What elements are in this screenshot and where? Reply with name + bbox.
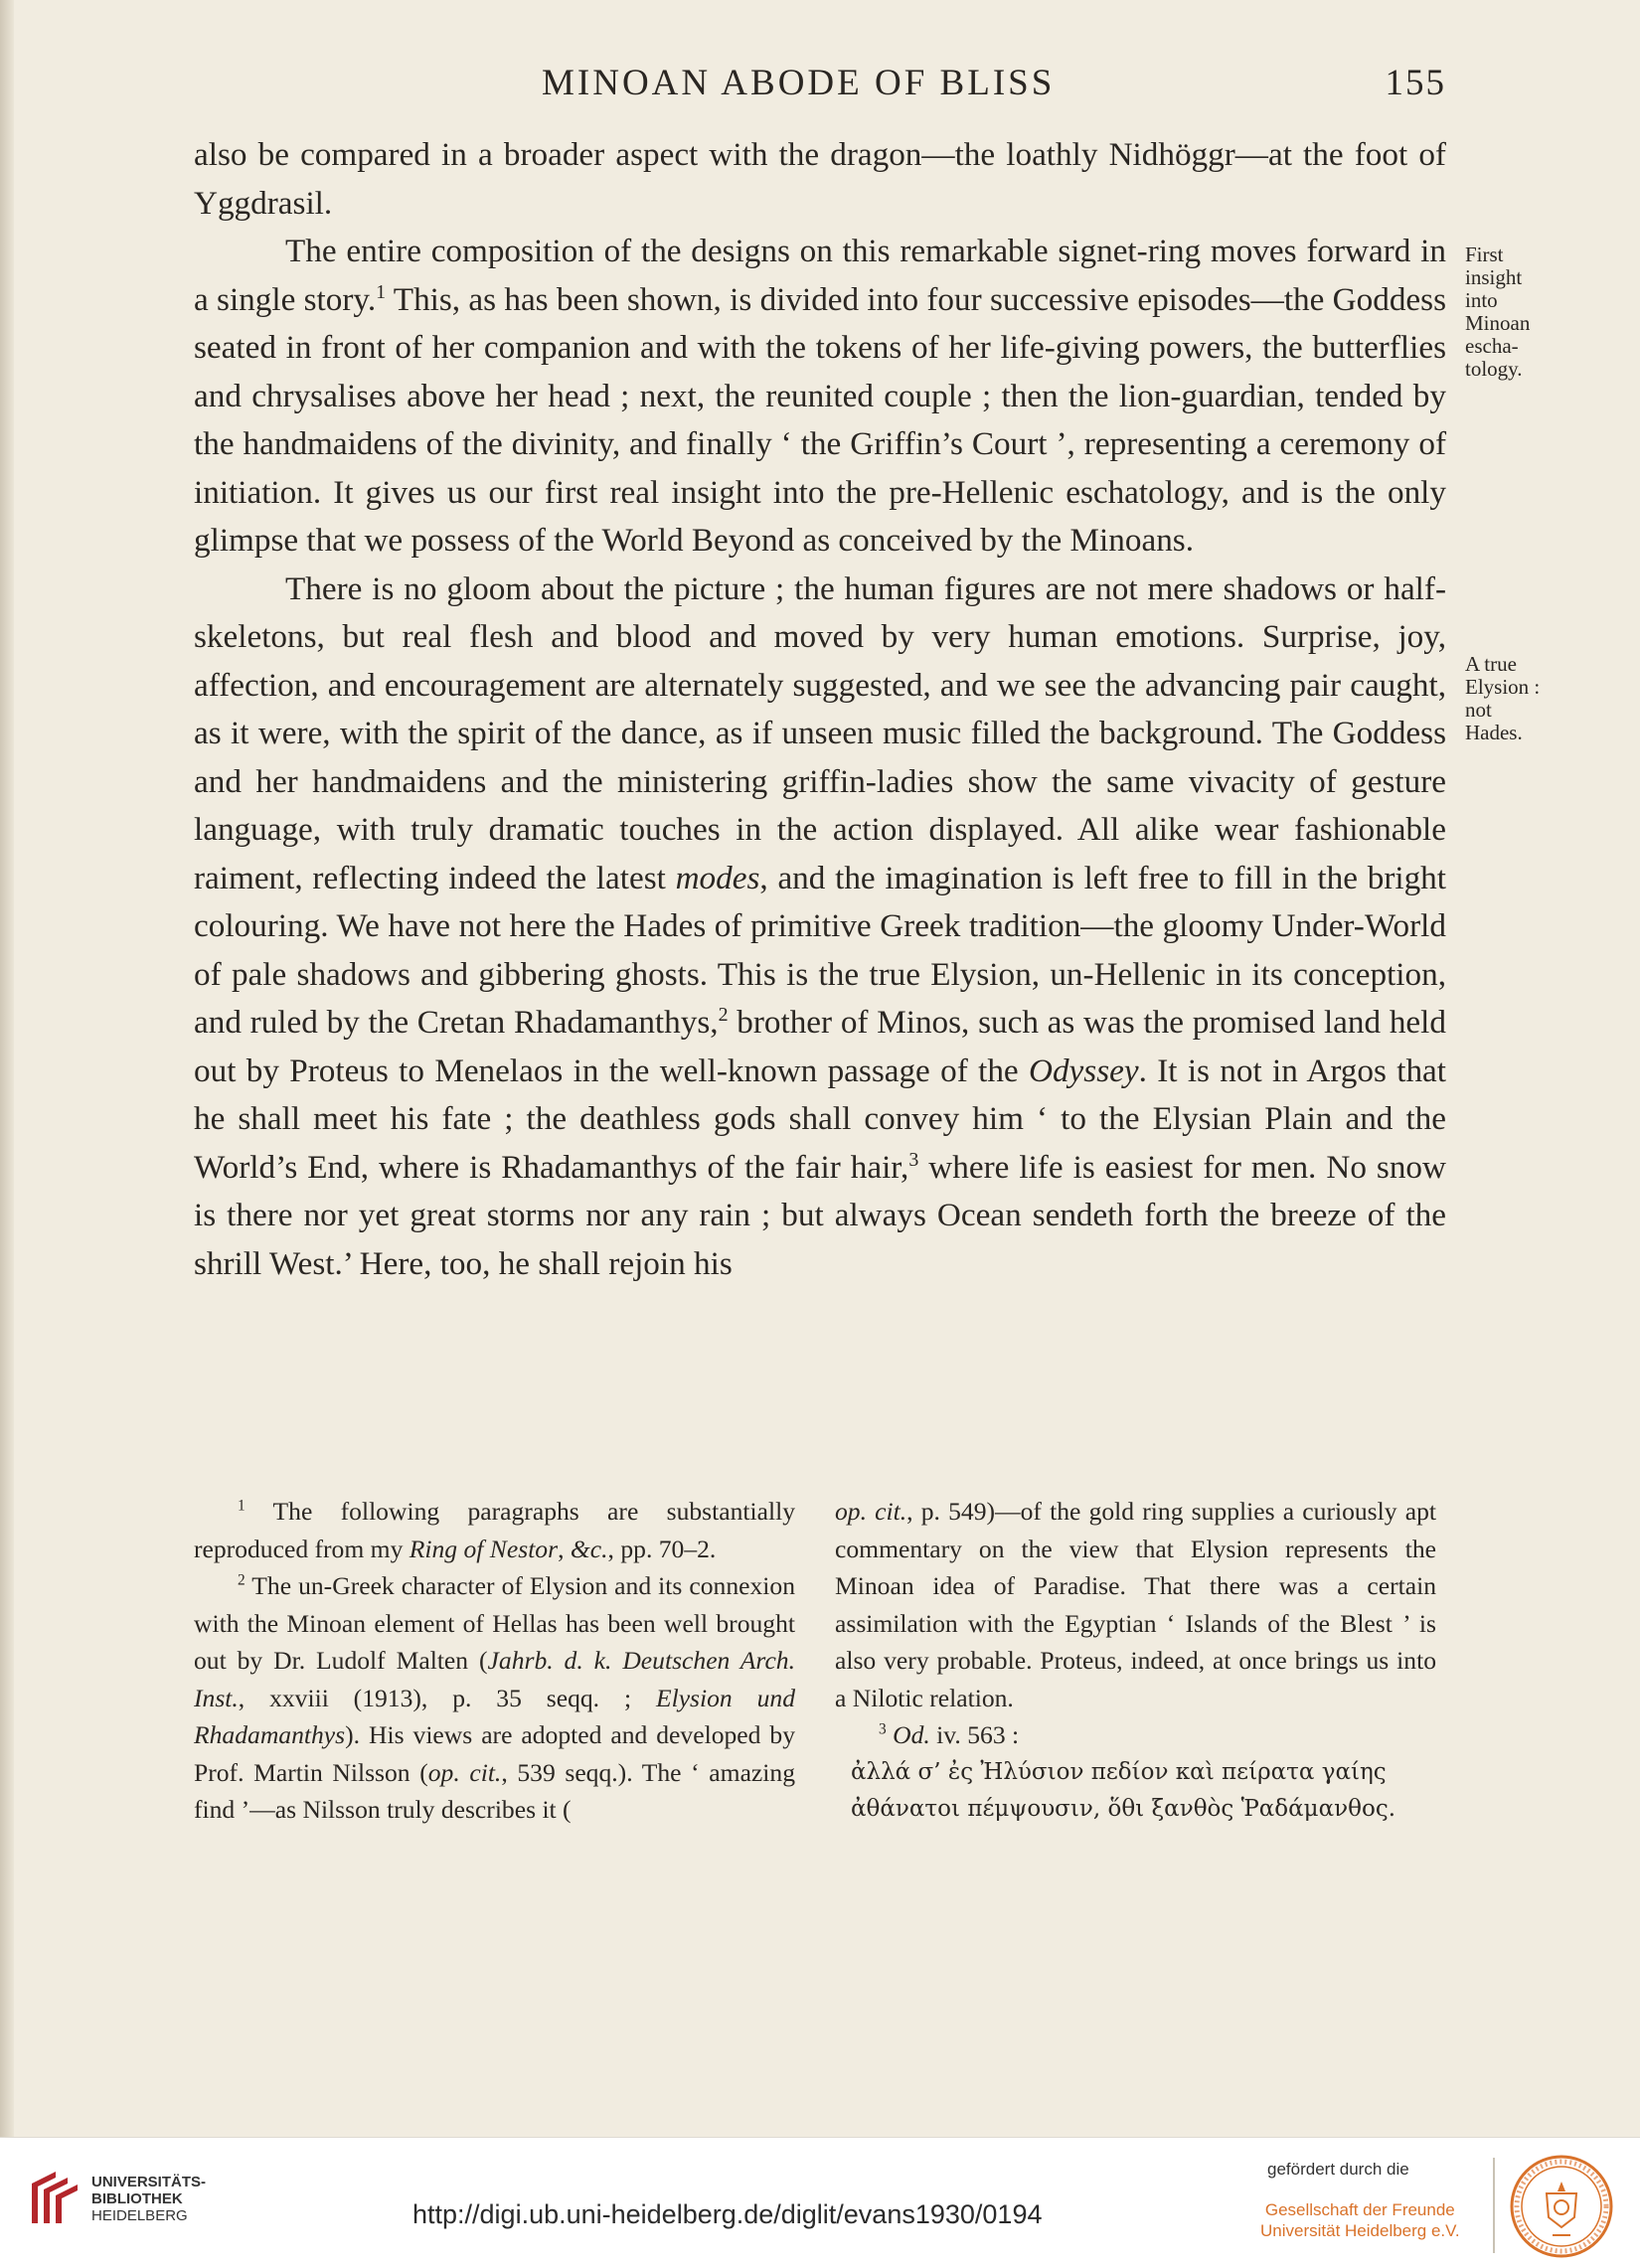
- paragraph-3-text-d: . It is not in Argos that he shall meet his fate ; the deathless gods shall convey him ‘ to the Elysian Plain and the World’s End, where is Rhadamanthys of the fair hair,: [194, 1052, 1446, 1186]
- footnote-ref-1: 1: [376, 280, 387, 303]
- footnote-ref-2: 2: [718, 1003, 729, 1026]
- sidenote-line: tology.: [1465, 357, 1523, 381]
- library-name-line: UNIVERSITÄTS-: [91, 2174, 207, 2190]
- footnote-1-text-b: , pp. 70–2.: [607, 1534, 717, 1563]
- footnotes-right-column: [835, 1493, 1436, 1829]
- footer-divider: [1493, 2158, 1495, 2253]
- society-name-line: Universität Heidelberg e.V.: [1260, 2221, 1460, 2240]
- paragraph-3-text-b: , and the imagination is left free to fill in the bright colouring. We have not here the Hades of primitive Greek tradition—the gloomy Under-World of pale shadows and gibbering ghosts. This is the true Elysion, un-Hellenic in its conception, and ruled by the Cretan Rhadamanthys,: [194, 859, 1446, 1041]
- footnote-mark-1: 1: [238, 1497, 246, 1515]
- sidenote-line: First: [1465, 243, 1504, 266]
- footnote-2-text-b: , xxviii (1913), p. 35 seqq. ;: [238, 1683, 656, 1712]
- footnote-1-comma: ,: [558, 1534, 571, 1563]
- footnote-mark-3: 3: [879, 1720, 887, 1738]
- paragraph-3-text-c: brother of Minos, such as was the promised land held out by Proteus to Menelaos in the well-known passage of the: [194, 1004, 1446, 1089]
- sidenote-line: not: [1465, 698, 1492, 722]
- sidenote-line: Minoan: [1465, 311, 1531, 335]
- footnote-3-ref: Od.: [893, 1720, 930, 1749]
- paragraph-1: [194, 131, 1446, 228]
- paragraph-3: [194, 566, 1446, 1289]
- paragraph-2: [194, 228, 1446, 566]
- society-name-line: Gesellschaft der Freunde: [1264, 2200, 1455, 2219]
- paragraph-3-odyssey: Odyssey: [1029, 1052, 1139, 1089]
- permalink-url[interactable]: http://digi.ub.uni-heidelberg.de/diglit/evans1930/0194: [412, 2199, 1043, 2229]
- library-name: [91, 2174, 206, 2224]
- footnote-2-work: Elysion und Rhadamanthys: [194, 1683, 795, 1749]
- footnote-2-text-d: , 539 seqq.). The ‘ amazing find ’—as Nilsson truly describes it (: [194, 1757, 795, 1824]
- page-edge-shadow: [0, 0, 14, 2137]
- footnote-3-greek-line-2: ἀθάνατοι πέμψουσιν, ὅθι ξανθὸς Ῥαδάμανθος.: [851, 1796, 1396, 1822]
- paragraph-3-text-e: where life is easiest for men. No snow is there nor yet great storms nor any rain ; but always Ocean sendeth forth the breeze of the shrill West.’ Here, too, he shall rejoin his: [194, 1148, 1446, 1282]
- sidenote-line: A true: [1465, 652, 1517, 676]
- funding-label: gefördert durch die: [1267, 2160, 1409, 2179]
- sidenote-true-elysion: [1465, 653, 1624, 744]
- sidenote-line: escha-: [1465, 334, 1519, 358]
- university-seal-icon: [1509, 2154, 1614, 2259]
- sidenote-line: into: [1465, 288, 1498, 312]
- footnote-mark-2: 2: [238, 1571, 246, 1589]
- paragraph-2-text-a: The entire composition of the designs on this remarkable signet-ring moves forward in a single story.: [194, 233, 1446, 318]
- footnote-ref-3: 3: [908, 1148, 919, 1171]
- society-name: [1260, 2199, 1460, 2241]
- footnote-2-opcit: op. cit.: [835, 1497, 907, 1526]
- library-name-line: HEIDELBERG: [91, 2207, 188, 2224]
- sidenote-line: insight: [1465, 265, 1523, 289]
- paragraph-3-modes: modes: [675, 859, 760, 896]
- footnote-3: [835, 1716, 1436, 1754]
- library-logo-icon: [26, 2166, 82, 2229]
- main-text: [194, 131, 1446, 1288]
- digitization-footer: [0, 2137, 1640, 2268]
- footnote-2-opcit: op. cit.: [427, 1757, 502, 1787]
- footnotes-left-column: [194, 1493, 795, 1829]
- footnote-1: [194, 1493, 795, 1567]
- running-head: MINOAN ABODE OF BLISS: [542, 63, 1056, 103]
- page-number: 155: [1385, 63, 1446, 103]
- paragraph-3-text-a: There is no gloom about the picture ; the human figures are not mere shadows or half-skeletons, but real flesh and blood and moved by very human emotions. Surprise, joy, affection, and encouragement are alternately suggested, and we see the advancing pair caught, as it were, with the spirit of the dance, as if unseen music filled the background. The Goddess and her handmaidens and the ministering griffin-ladies show the same vivacity of gesture language, with truly dramatic touches in the action displayed. All alike wear fashionable raiment, reflecting indeed the latest: [194, 569, 1446, 896]
- sidenote-line: Elysion :: [1465, 675, 1541, 699]
- paragraph-2-text-b: This, as has been shown, is divided into four successive episodes—the Goddess seated in front of her companion and with the tokens of her life-giving powers, the butterflies and chrysalises above her head ; next, the reunited couple ; then the lion-guardian, tended by the handmaidens of the divinity, and finally ‘ the Griffin’s Court ’, representing a ceremony of initiation. It gives us our first real insight into the pre-Hellenic eschatology, and is the only glimpse that we possess of the World Beyond as conceived by the Minoans.: [194, 280, 1446, 559]
- footnote-2-continued: [835, 1493, 1436, 1716]
- footnote-2: [194, 1567, 795, 1829]
- paragraph-1-text: also be compared in a broader aspect with the dragon—the loathly Nidhöggr—at the foot of Yggdrasil.: [194, 136, 1446, 222]
- footnote-1-title: Ring of Nestor: [409, 1534, 559, 1563]
- sidenote-line: Hades.: [1465, 721, 1523, 744]
- footnote-2-text-e: , p. 549)—of the gold ring supplies a curiously apt commentary on the view that Elysion represents the Minoan idea of Paradise. That there was a certain assimilation with the Egyptian ‘ Islands of the Blest ’ is also very probable. Proteus, indeed, at once brings us into a Nilotic relation.: [835, 1497, 1436, 1712]
- footnote-2-text-a: The un-Greek character of Elysion and its connexion with the Minoan element of Hellas has been well brought out by Dr. Ludolf Malten (: [194, 1571, 795, 1675]
- footnote-3-loc: iv. 563 :: [929, 1720, 1020, 1749]
- library-name-line: BIBLIOTHEK: [91, 2190, 183, 2207]
- sidenote-first-insight: [1465, 243, 1624, 381]
- footnote-1-etc: &c.: [570, 1534, 608, 1563]
- footnote-2-journal: Jahrb. d. k. Deutschen Arch. Inst.: [194, 1646, 795, 1712]
- page-header: [194, 62, 1446, 111]
- footnote-3-greek-line-1: ἀλλά σ’ ἐς Ἠλύσιον πεδίον καὶ πείρατα γαίης: [851, 1758, 1387, 1785]
- footnote-2-text-c: ). His views are adopted and developed by Prof. Martin Nilsson (: [194, 1720, 795, 1787]
- footnote-1-text-a: The following paragraphs are substantially reproduced from my: [194, 1497, 795, 1563]
